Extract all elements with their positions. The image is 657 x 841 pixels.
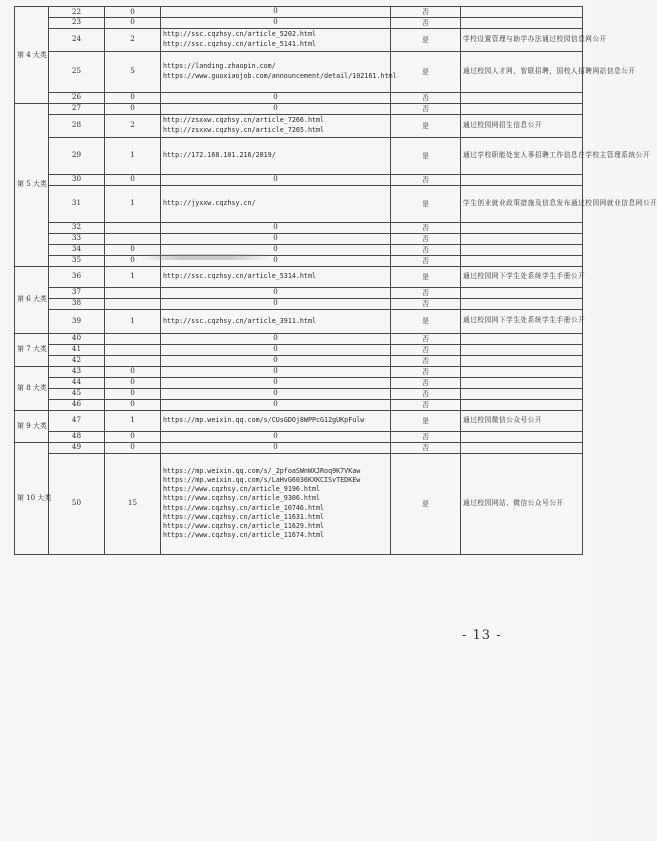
item-number-cell: 49: [49, 442, 105, 453]
url-link[interactable]: http://172.168.101.216/2019/: [163, 151, 276, 160]
count-cell: 0: [105, 366, 161, 377]
note-cell: 通过校园人才网，智联招聘，国校人招聘网站信息公开: [461, 51, 583, 92]
note-cell: [461, 103, 583, 114]
note-cell: 通过校园微信公众号公开: [461, 410, 583, 431]
item-number-cell: 40: [49, 333, 105, 344]
disclosure-table-body: [15, 6, 657, 555]
item-number-cell: 37: [49, 287, 105, 298]
disclosed-cell: 是: [391, 137, 461, 174]
count-cell: 1: [105, 410, 161, 431]
count-cell: 1: [105, 309, 161, 333]
table-row: [15, 233, 583, 244]
count-cell: 2: [105, 28, 161, 51]
disclosed-cell: 否: [391, 399, 461, 410]
url-link[interactable]: https://mp.weixin.qq.com/s/LaHvG6036KXKCISvTEDKEw: [163, 475, 361, 484]
url-cell: [161, 266, 391, 287]
url-link[interactable]: https://landing.zhaopin.com/: [163, 62, 276, 71]
url-link[interactable]: https://www.cqzhsy.cn/article_11674.html: [163, 531, 325, 540]
item-number-cell: 36: [49, 266, 105, 287]
disclosed-cell: 否: [391, 298, 461, 309]
note-cell: [461, 287, 583, 298]
disclosed-cell: 否: [391, 7, 461, 18]
url-cell: [161, 114, 391, 137]
category-cell: 第 5 大类: [15, 103, 49, 266]
count-cell: 0: [105, 92, 161, 103]
table-row: [15, 431, 583, 442]
note-cell: 通过校园网下学生处系统学生手册公开: [461, 266, 583, 287]
note-cell: [461, 17, 583, 28]
count-cell: 5: [105, 51, 161, 92]
item-number-cell: 45: [49, 388, 105, 399]
url-cell: 0: [161, 103, 391, 114]
item-number-cell: 41: [49, 344, 105, 355]
note-cell: [461, 222, 583, 233]
note-cell: [461, 399, 583, 410]
page-number: - 13 -: [462, 628, 502, 643]
note-cell: 通过校园网站、微信公众号公开: [461, 453, 583, 554]
table-row: [15, 309, 583, 333]
item-number-cell: 26: [49, 92, 105, 103]
table-row: [15, 222, 583, 233]
disclosed-cell: 否: [391, 244, 461, 255]
item-number-cell: 50: [49, 453, 105, 554]
note-cell: [461, 388, 583, 399]
url-cell: 0: [161, 377, 391, 388]
item-number-cell: 47: [49, 410, 105, 431]
item-number-cell: 31: [49, 185, 105, 222]
table-row: [15, 453, 583, 554]
note-cell: 通过校园网招生信息公开: [461, 114, 583, 137]
count-cell: 1: [105, 137, 161, 174]
table-row: [15, 103, 583, 114]
item-number-cell: 33: [49, 233, 105, 244]
disclosed-cell: 否: [391, 431, 461, 442]
count-cell: 0: [105, 399, 161, 410]
table-row: [15, 51, 583, 92]
item-number-cell: 28: [49, 114, 105, 137]
url-cell: 0: [161, 344, 391, 355]
url-cell: 0: [161, 244, 391, 255]
count-cell: [105, 298, 161, 309]
url-cell: 0: [161, 92, 391, 103]
item-number-cell: 22: [49, 7, 105, 18]
count-cell: 0: [105, 244, 161, 255]
disclosed-cell: 否: [391, 344, 461, 355]
disclosed-cell: 否: [391, 103, 461, 114]
category-cell: 第 9 大类: [15, 410, 49, 442]
note-cell: [461, 366, 583, 377]
url-cell: 0: [161, 17, 391, 28]
url-cell: [161, 309, 391, 333]
item-number-cell: 32: [49, 222, 105, 233]
url-cell: [161, 185, 391, 222]
note-cell: 学校设置管理与助学办法通过校园信息网公开: [461, 28, 583, 51]
note-cell: 通过校园网下学生处系统学生手册公开: [461, 309, 583, 333]
disclosed-cell: 否: [391, 442, 461, 453]
disclosed-cell: 是: [391, 266, 461, 287]
note-cell: [461, 298, 583, 309]
item-number-cell: 27: [49, 103, 105, 114]
disclosed-cell: 否: [391, 92, 461, 103]
disclosed-cell: 否: [391, 366, 461, 377]
url-cell: 0: [161, 388, 391, 399]
item-number-cell: 34: [49, 244, 105, 255]
count-cell: 0: [105, 431, 161, 442]
category-cell: 第 10 大类: [15, 442, 49, 554]
table-row: [15, 399, 583, 410]
table-row: [15, 255, 583, 266]
count-cell: 0: [105, 103, 161, 114]
count-cell: 0: [105, 7, 161, 18]
url-link[interactable]: http://jyxxw.cqzhsy.cn/: [163, 199, 256, 208]
table-row: [15, 298, 583, 309]
table-row: [15, 287, 583, 298]
table-row: [15, 442, 583, 453]
url-link[interactable]: http://ssc.cqzhsy.cn/article_3911.html: [163, 316, 316, 325]
url-cell: 0: [161, 233, 391, 244]
item-number-cell: 43: [49, 366, 105, 377]
url-cell: [161, 51, 397, 92]
url-cell: 0: [161, 442, 391, 453]
count-cell: 1: [105, 185, 161, 222]
url-cell: [161, 137, 391, 174]
note-cell: [461, 92, 583, 103]
disclosed-cell: 是: [391, 114, 461, 137]
note-cell: [461, 333, 583, 344]
note-cell: 通过学校职能处室人事招聘工作信息在学校主管理系统公开: [461, 137, 583, 174]
count-cell: 0: [105, 255, 161, 266]
count-cell: 15: [105, 453, 161, 554]
url-cell: 0: [161, 431, 391, 442]
url-cell: [161, 28, 391, 51]
table-row: [15, 28, 583, 51]
item-number-cell: 30: [49, 174, 105, 185]
item-number-cell: 39: [49, 309, 105, 333]
table-row: [15, 333, 583, 344]
note-cell: [461, 174, 583, 185]
url-link[interactable]: https://mp.weixin.qq.com/s/_2pfoaSWnWXJRoq9K7VKaw: [163, 466, 361, 475]
disclosed-cell: 否: [391, 355, 461, 366]
table-row: [15, 377, 583, 388]
url-link[interactable]: http://ssc.cqzhsy.cn/article_5314.html: [163, 272, 316, 281]
url-cell: [161, 410, 391, 431]
item-number-cell: 23: [49, 17, 105, 28]
url-link[interactable]: https://www.cqzhsy.cn/article_11629.html: [163, 522, 325, 531]
note-cell: [461, 442, 583, 453]
url-link[interactable]: http://zsxxw.cqzhsy.cn/article_7265.html: [163, 125, 325, 134]
item-number-cell: 42: [49, 355, 105, 366]
count-cell: [105, 355, 161, 366]
disclosure-table: [14, 6, 657, 555]
table-row: [15, 410, 583, 431]
table-row: [15, 355, 583, 366]
url-cell: 0: [161, 174, 391, 185]
url-cell: [161, 453, 391, 554]
table-row: [15, 92, 583, 103]
count-cell: 0: [105, 17, 161, 28]
count-cell: [105, 233, 161, 244]
disclosed-cell: 是: [391, 410, 461, 431]
item-number-cell: 29: [49, 137, 105, 174]
url-cell: 0: [161, 255, 391, 266]
note-cell: [461, 377, 583, 388]
table-row: [15, 266, 583, 287]
note-cell: [461, 7, 583, 18]
url-link[interactable]: https://www.cqzhsy.cn/article_11631.html: [163, 512, 325, 521]
url-link[interactable]: http://ssc.cqzhsy.cn/article_5141.html: [163, 39, 316, 48]
table-row: [15, 244, 583, 255]
note-cell: [461, 255, 583, 266]
item-number-cell: 38: [49, 298, 105, 309]
table-row: [15, 137, 583, 174]
table-row: [15, 7, 583, 18]
note-cell: [461, 344, 583, 355]
disclosed-cell: 否: [391, 174, 461, 185]
category-cell: 第 8 大类: [15, 366, 49, 410]
disclosed-cell: 否: [391, 255, 461, 266]
table-row: [15, 174, 583, 185]
category-cell: 第 6 大类: [15, 266, 49, 333]
count-cell: 0: [105, 442, 161, 453]
note-cell: [461, 431, 583, 442]
url-link[interactable]: http://ssc.cqzhsy.cn/article_5202.html: [163, 30, 316, 39]
count-cell: [105, 222, 161, 233]
note-cell: [461, 244, 583, 255]
url-link[interactable]: http://zsxxw.cqzhsy.cn/article_7266.html: [163, 116, 325, 125]
url-cell: 0: [161, 7, 391, 18]
disclosed-cell: 否: [391, 17, 461, 28]
category-cell: 第 4 大类: [15, 7, 49, 104]
table-row: [15, 388, 583, 399]
item-number-cell: 44: [49, 377, 105, 388]
disclosed-cell: 是: [391, 28, 461, 51]
count-cell: 1: [105, 266, 161, 287]
disclosed-cell: 否: [391, 222, 461, 233]
url-cell: 0: [161, 399, 391, 410]
url-cell: 0: [161, 355, 391, 366]
disclosed-cell: 否: [391, 388, 461, 399]
url-link[interactable]: https://mp.weixin.qq.com/s/CUsGDOj8WPPcG12gUKpFulw: [163, 416, 365, 425]
item-number-cell: 24: [49, 28, 105, 51]
item-number-cell: 48: [49, 431, 105, 442]
scan-smudge: [140, 254, 270, 260]
disclosed-cell: 否: [391, 287, 461, 298]
note-cell: 学生创业就业政策措施及信息发布通过校园网就业信息网公开: [461, 185, 583, 222]
count-cell: [105, 333, 161, 344]
url-link[interactable]: https://www.cqzhsy.cn/article_9306.html: [163, 494, 321, 503]
disclosed-cell: 否: [391, 233, 461, 244]
count-cell: [105, 344, 161, 355]
table-row: [15, 185, 583, 222]
url-link[interactable]: https://www.cqzhsy.cn/article_9196.html: [163, 485, 321, 494]
category-cell: 第 7 大类: [15, 333, 49, 366]
count-cell: [105, 287, 161, 298]
url-cell: 0: [161, 333, 391, 344]
count-cell: 0: [105, 388, 161, 399]
url-link[interactable]: https://www.guoxiaojob.com/announcement/detail/102161.html: [163, 71, 397, 80]
table-row: [15, 114, 583, 137]
disclosed-cell: 否: [391, 333, 461, 344]
table-row: [15, 366, 583, 377]
disclosed-cell: 是: [391, 185, 461, 222]
url-cell: 0: [161, 287, 391, 298]
count-cell: 2: [105, 114, 161, 137]
item-number-cell: 46: [49, 399, 105, 410]
disclosed-cell: 否: [391, 377, 461, 388]
item-number-cell: 35: [49, 255, 105, 266]
url-link[interactable]: https://www.cqzhsy.cn/article_10746.html: [163, 503, 325, 512]
disclosed-cell: 是: [391, 51, 461, 92]
url-cell: 0: [161, 366, 391, 377]
url-cell: 0: [161, 222, 391, 233]
count-cell: 0: [105, 377, 161, 388]
note-cell: [461, 233, 583, 244]
table-row: [15, 17, 583, 28]
table-row: [15, 344, 583, 355]
count-cell: 0: [105, 174, 161, 185]
disclosed-cell: 是: [391, 309, 461, 333]
disclosed-cell: 是: [391, 453, 461, 554]
note-cell: [461, 355, 583, 366]
url-cell: 0: [161, 298, 391, 309]
item-number-cell: 25: [49, 51, 105, 92]
